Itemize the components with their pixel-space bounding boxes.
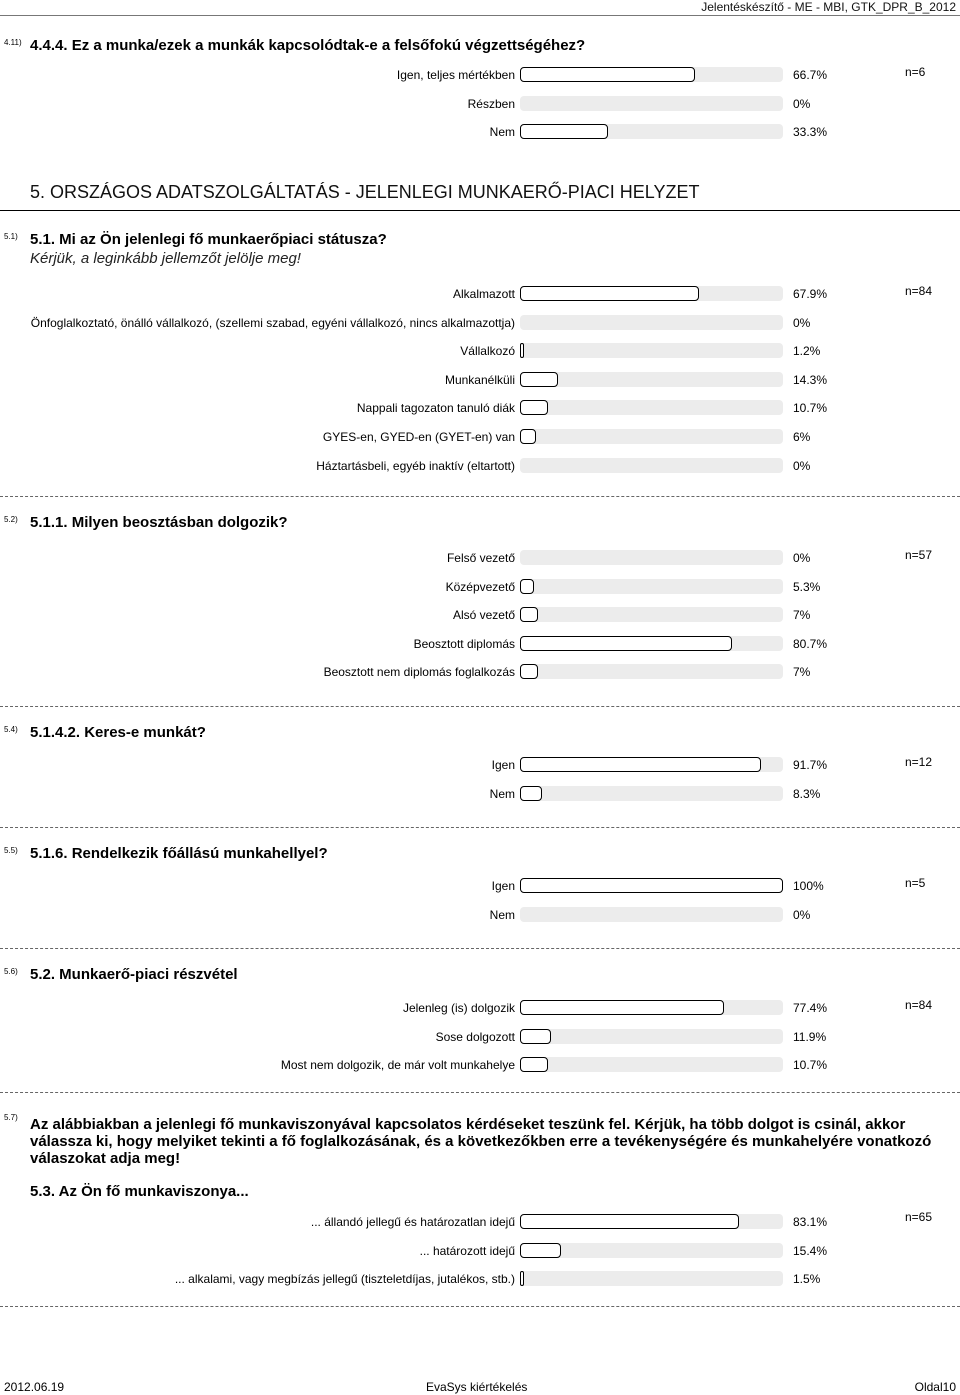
bar-fill [520,286,699,301]
question-divider [0,706,960,707]
bar-track [520,1271,783,1286]
question-divider [0,1092,960,1093]
bar-track [520,786,783,801]
answer-percent: 7% [793,608,811,622]
footer-page: Oldal10 [914,1380,956,1394]
question-title: 5.1.1. Milyen beosztásban dolgozik? [30,514,288,531]
answer-percent: 11.9% [793,1030,827,1044]
bar-track [520,607,783,622]
bar-track [520,458,783,473]
respondent-count: n=65 [905,1210,933,1224]
respondent-count: n=5 [905,876,926,890]
bar-track [520,1000,783,1015]
answer-label: Alsó vezető [452,608,515,622]
bar-track [520,372,783,387]
bar-fill [520,1243,561,1258]
answer-percent: 0% [793,551,811,565]
answer-label: Igen [491,758,515,772]
question-number: 5.5) [4,846,18,855]
answer-label: Nem [489,125,515,139]
answer-label: ... alkalami, vagy megbízás jellegű (tiszteletdíjas, jutalékos, stb.) [174,1272,515,1286]
bar-track [520,907,783,922]
answer-label: Igen, teljes mértékben [396,68,515,82]
bar-fill [520,400,548,415]
respondent-count: n=84 [905,998,933,1012]
bar-track [520,343,783,358]
answer-percent: 0% [793,316,811,330]
question-title: 4.4.4. Ez a munka/ezek a munkák kapcsolódtak-e a felsőfokú végzettségéhez? [30,37,586,54]
question-title: 5.2. Munkaerő-piaci részvétel [30,966,238,983]
question-number: 4.11) [4,38,22,47]
answer-label: Vállalkozó [460,344,515,358]
answer-label: Most nem dolgozik, de már volt munkahelye [280,1058,515,1072]
answer-percent: 10.7% [793,401,828,415]
answer-percent: 0% [793,97,811,111]
answer-label: Középvezető [445,580,515,594]
report-header: Jelentéskészítő - ME - MBI, GTK_DPR_B_2012 [701,0,956,14]
answer-label: Önfoglalkoztató, önálló vállalkozó, (szellemi szabad, egyéni vállalkozó, nincs alkalmazottja) [30,316,515,330]
bar-fill [520,429,536,444]
answer-label: Felső vezető [446,551,515,565]
bar-track [520,579,783,594]
bar-track [520,1243,783,1258]
footer-date: 2012.06.19 [4,1380,65,1394]
answer-percent: 6% [793,430,811,444]
answer-label: Sose dolgozott [435,1030,515,1044]
answer-label: Munkanélküli [444,373,515,387]
bar-fill [520,372,558,387]
answer-label: Alkalmazott [452,287,515,301]
question-title: 5.1. Mi az Ön jelenlegi fő munkaerőpiaci státusza? [30,231,387,248]
respondent-count: n=57 [905,548,933,562]
question-number: 5.7) [4,1113,18,1122]
bar-track [520,400,783,415]
answer-label: ... határozott idejű [419,1244,515,1258]
bar-fill [520,636,732,651]
bar-fill [520,607,538,622]
bar-track [520,636,783,651]
answer-percent: 10.7% [793,1058,828,1072]
bar-fill [520,1029,551,1044]
answer-label: Nem [489,908,515,922]
bar-fill [520,664,538,679]
respondent-count: n=12 [905,755,933,769]
header-divider [0,15,960,16]
answer-label: Beosztott nem diplomás foglalkozás [323,665,515,679]
bar-track [520,878,783,893]
bar-fill [520,878,783,893]
answer-percent: 0% [793,908,811,922]
question-number: 5.2) [4,515,18,524]
bar-track [520,1057,783,1072]
bar-track [520,124,783,139]
answer-label: GYES-en, GYED-en (GYET-en) van [322,430,515,444]
bar-fill [520,786,542,801]
bar-track [520,315,783,330]
bar-track [520,757,783,772]
answer-percent: 100% [793,879,824,893]
answer-percent: 66.7% [793,68,828,82]
answer-percent: 67.9% [793,287,828,301]
question-title: Az alábbiakban a jelenlegi fő munkaviszonyával kapcsolatos kérdéseket teszünk fel. Kérjük, ha több dolgot is csinál, akkor válassza ki, hogy melyiket tekinti a fő foglalkozásának, és a következőkben erre a tevékenységére és munkahelyére vonatkozó válaszokat adja meg! [30,1116,932,1167]
bar-track [520,1029,783,1044]
bar-fill [520,1057,548,1072]
answer-percent: 91.7% [793,758,828,772]
bar-track [520,429,783,444]
answer-percent: 14.3% [793,373,828,387]
answer-percent: 80.7% [793,637,828,651]
question-number: 5.6) [4,967,18,976]
answer-percent: 5.3% [793,580,821,594]
answer-percent: 33.3% [793,125,828,139]
question-subtitle: 5.3. Az Ön fő munkaviszonya... [30,1183,249,1200]
question-title: 5.1.6. Rendelkezik főállású munkahellyel? [30,845,328,862]
answer-label: Nem [489,787,515,801]
footer-center: EvaSys kiértékelés [426,1380,528,1394]
bar-fill [520,579,534,594]
bar-fill [520,124,608,139]
bar-track [520,664,783,679]
bar-track [520,550,783,565]
answer-label: Jelenleg (is) dolgozik [402,1001,515,1015]
bar-fill [520,343,524,358]
answer-label: Részben [467,97,515,111]
question-divider [0,948,960,949]
bar-fill [520,1214,739,1229]
answer-percent: 1.2% [793,344,821,358]
question-number: 5.1) [4,232,18,241]
answer-label: Nappali tagozaton tanuló diák [356,401,515,415]
section-title: 5. ORSZÁGOS ADATSZOLGÁLTATÁS - JELENLEGI MUNKAERŐ-PIACI HELYZET [30,182,700,202]
answer-percent: 0% [793,459,811,473]
bar-fill [520,757,761,772]
bar-track [520,96,783,111]
answer-label: Háztartásbeli, egyéb inaktív (eltartott) [316,459,515,473]
answer-percent: 77.4% [793,1001,828,1015]
answer-percent: 1.5% [793,1272,821,1286]
respondent-count: n=84 [905,284,933,298]
respondent-count: n=6 [905,65,926,79]
answer-percent: 83.1% [793,1215,828,1229]
bar-track [520,67,783,82]
question-subtitle: Kérjük, a leginkább jellemzőt jelölje meg! [30,250,301,267]
question-divider [0,496,960,497]
bar-fill [520,1271,524,1286]
question-number: 5.4) [4,725,18,734]
answer-label: Beosztott diplomás [413,637,515,651]
question-title: 5.1.4.2. Keres-e munkát? [30,724,206,741]
bar-fill [520,67,695,82]
question-divider [0,827,960,828]
answer-label: ... állandó jellegű és határozatlan idejű [310,1215,515,1229]
bar-fill [520,1000,724,1015]
answer-label: Igen [491,879,515,893]
question-divider [0,1306,960,1307]
bar-track [520,286,783,301]
answer-percent: 15.4% [793,1244,828,1258]
answer-percent: 7% [793,665,811,679]
section-divider [0,210,960,211]
answer-percent: 8.3% [793,787,821,801]
bar-track [520,1214,783,1229]
